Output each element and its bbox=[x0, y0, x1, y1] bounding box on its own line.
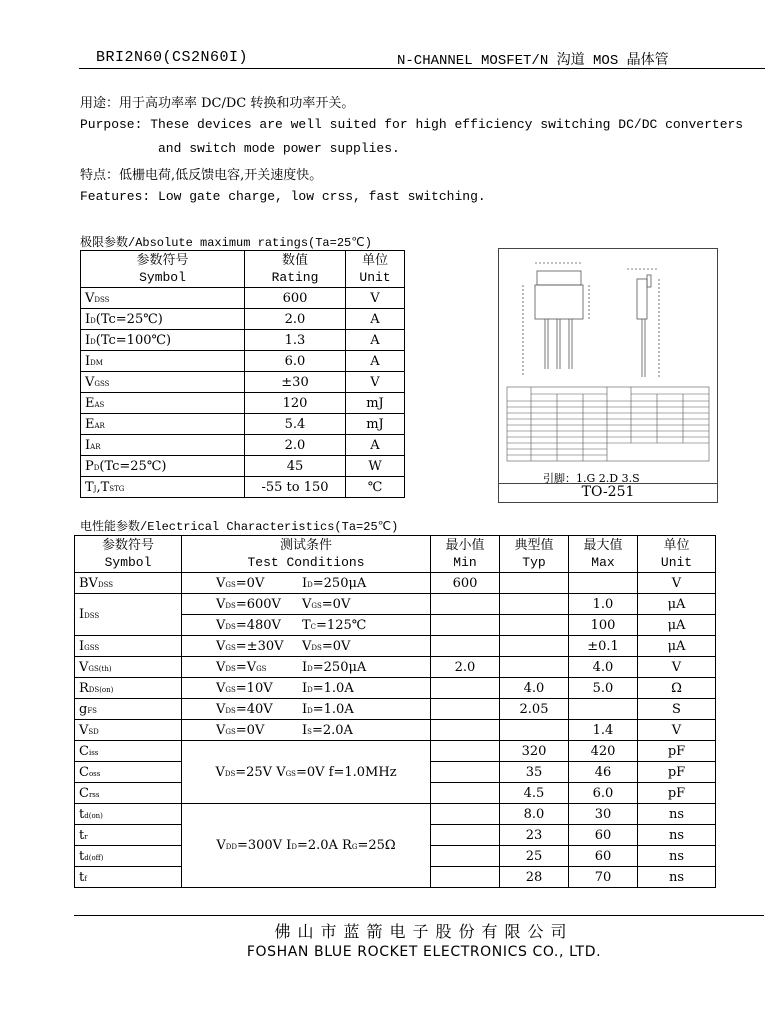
capacitance-condition-cell: VDS=25V VGS=0V f=1.0MHz bbox=[182, 741, 431, 804]
min-cell bbox=[431, 762, 500, 783]
typ-cell bbox=[500, 573, 569, 594]
unit-cell: pF bbox=[638, 762, 716, 783]
unit-cell: A bbox=[346, 309, 405, 330]
unit-cell: V bbox=[638, 573, 716, 594]
company-name-cn: 佛山市蓝箭电子股份有限公司 bbox=[274, 922, 574, 941]
typ-cell bbox=[500, 636, 569, 657]
max-cell: 4.0 bbox=[569, 657, 638, 678]
col-conditions: 测试条件 Test Conditions bbox=[182, 536, 431, 573]
condition-cell: VDS=480V TC=125℃ bbox=[182, 615, 431, 636]
unit-cell: A bbox=[346, 330, 405, 351]
pin-assignment: 引脚：1.G 2.D 3.S bbox=[543, 472, 640, 485]
to251-outline-drawing bbox=[499, 249, 717, 483]
typ-cell bbox=[500, 720, 569, 741]
abs-ratings-title: 极限参数/Absolute maximum ratings(Ta=25℃) bbox=[80, 236, 372, 250]
rating-cell: 600 bbox=[245, 288, 346, 309]
symbol-cell: IDM bbox=[81, 351, 245, 372]
condition-cell: VGS=0V IS=2.0A bbox=[182, 720, 431, 741]
symbol-cell: ID(Tc=25℃) bbox=[81, 309, 245, 330]
unit-cell: μA bbox=[638, 636, 716, 657]
max-cell: 420 bbox=[569, 741, 638, 762]
typ-cell: 25 bbox=[500, 846, 569, 867]
header-en: Symbol bbox=[139, 270, 186, 285]
max-cell: 1.0 bbox=[569, 594, 638, 615]
company-name-en: FOSHAN BLUE ROCKET ELECTRONICS CO., LTD. bbox=[246, 944, 602, 960]
max-cell: 100 bbox=[569, 615, 638, 636]
header-cn: 数值 bbox=[281, 253, 308, 268]
condition-cell: VGS=±30V VDS=0V bbox=[182, 636, 431, 657]
rating-cell: 6.0 bbox=[245, 351, 346, 372]
body-outline bbox=[535, 285, 583, 319]
unit-cell: μA bbox=[638, 615, 716, 636]
table-row bbox=[75, 573, 716, 594]
header-rule bbox=[79, 68, 765, 69]
min-cell: 2.0 bbox=[431, 657, 500, 678]
typ-cell: 4.5 bbox=[500, 783, 569, 804]
symbol-cell: VDSS bbox=[81, 288, 245, 309]
rating-cell: ±30 bbox=[245, 372, 346, 393]
max-cell: 6.0 bbox=[569, 783, 638, 804]
min-cell bbox=[431, 825, 500, 846]
table-row bbox=[81, 288, 405, 309]
symbol-cell: VGS(th) bbox=[75, 657, 182, 678]
table-row bbox=[75, 699, 716, 720]
max-cell: 60 bbox=[569, 846, 638, 867]
condition-cell: VDS=40V ID=1.0A bbox=[182, 699, 431, 720]
package-drawing bbox=[498, 248, 718, 503]
table-row bbox=[81, 456, 405, 477]
document-title: N-CHANNEL MOSFET/N 沟道 MOS 晶体管 bbox=[397, 53, 669, 69]
typ-cell: 28 bbox=[500, 867, 569, 888]
unit-cell: A bbox=[346, 435, 405, 456]
typ-cell bbox=[500, 594, 569, 615]
col-max: 最大值 Max bbox=[569, 536, 638, 573]
symbol-cell: gFS bbox=[75, 699, 182, 720]
condition-cell: VGS=10V ID=1.0A bbox=[182, 678, 431, 699]
symbol-cell: Coss bbox=[75, 762, 182, 783]
unit-cell: pF bbox=[638, 783, 716, 804]
min-cell bbox=[431, 594, 500, 615]
typ-cell bbox=[500, 615, 569, 636]
max-cell: 46 bbox=[569, 762, 638, 783]
unit-cell: ns bbox=[638, 804, 716, 825]
unit-cell: V bbox=[638, 657, 716, 678]
max-cell: 30 bbox=[569, 804, 638, 825]
abs-ratings-table bbox=[80, 250, 405, 498]
unit-cell: ns bbox=[638, 825, 716, 846]
rating-cell: 1.3 bbox=[245, 330, 346, 351]
condition-cell: VDS=600V VGS=0V bbox=[182, 594, 431, 615]
min-cell: 600 bbox=[431, 573, 500, 594]
symbol-cell: VGSS bbox=[81, 372, 245, 393]
header-cn: 单位 bbox=[361, 253, 388, 268]
table-row bbox=[81, 351, 405, 372]
symbol-cell: IDSS bbox=[75, 594, 182, 636]
max-cell: 5.0 bbox=[569, 678, 638, 699]
table-row bbox=[81, 372, 405, 393]
package-name: TO-251 bbox=[499, 483, 717, 500]
typ-cell: 35 bbox=[500, 762, 569, 783]
table-row bbox=[75, 594, 716, 615]
table-row bbox=[75, 657, 716, 678]
footer-rule bbox=[74, 915, 764, 916]
max-cell bbox=[569, 699, 638, 720]
min-cell bbox=[431, 615, 500, 636]
max-cell bbox=[569, 573, 638, 594]
rating-cell: 5.4 bbox=[245, 414, 346, 435]
features-cn: 特点：低栅电荷,低反馈电容,开关速度快。 bbox=[80, 168, 323, 183]
elec-char-table bbox=[74, 535, 716, 888]
symbol-cell: VSD bbox=[75, 720, 182, 741]
min-cell bbox=[431, 678, 500, 699]
min-cell bbox=[431, 867, 500, 888]
symbol-cell: Ciss bbox=[75, 741, 182, 762]
unit-cell: pF bbox=[638, 741, 716, 762]
table-row bbox=[81, 477, 405, 498]
condition-cell: VGS=0V ID=250μA bbox=[182, 573, 431, 594]
part-number: BRI2N60(CS2N60I) bbox=[96, 49, 249, 66]
unit-cell: mJ bbox=[346, 414, 405, 435]
table-row bbox=[81, 393, 405, 414]
purpose-line-2: and switch mode power supplies. bbox=[158, 141, 400, 156]
typ-cell: 2.05 bbox=[500, 699, 569, 720]
unit-cell: W bbox=[346, 456, 405, 477]
rating-cell: 2.0 bbox=[245, 309, 346, 330]
max-cell: 60 bbox=[569, 825, 638, 846]
rating-cell: 2.0 bbox=[245, 435, 346, 456]
switching-condition-cell: VDD=300V ID=2.0A RG=25Ω bbox=[182, 804, 431, 888]
min-cell bbox=[431, 699, 500, 720]
unit-cell: A bbox=[346, 351, 405, 372]
unit-cell: Ω bbox=[638, 678, 716, 699]
header-en: Unit bbox=[359, 270, 391, 285]
symbol-cell: IAR bbox=[81, 435, 245, 456]
unit-cell: μA bbox=[638, 594, 716, 615]
symbol-cell: td(on) bbox=[75, 804, 182, 825]
col-rating bbox=[245, 251, 346, 288]
symbol-cell: EAS bbox=[81, 393, 245, 414]
symbol-cell: PD(Tc=25℃) bbox=[81, 456, 245, 477]
rating-cell: -55 to 150 bbox=[245, 477, 346, 498]
unit-cell: V bbox=[346, 372, 405, 393]
table-row bbox=[75, 678, 716, 699]
table-row bbox=[81, 414, 405, 435]
symbol-cell: tf bbox=[75, 867, 182, 888]
max-cell: ±0.1 bbox=[569, 636, 638, 657]
symbol-cell: ID(Tc=100℃) bbox=[81, 330, 245, 351]
unit-cell: ns bbox=[638, 867, 716, 888]
symbol-cell: td(off) bbox=[75, 846, 182, 867]
unit-cell: ℃ bbox=[346, 477, 405, 498]
elec-char-title: 电性能参数/Electrical Characteristics(Ta=25℃) bbox=[80, 520, 399, 534]
max-cell: 1.4 bbox=[569, 720, 638, 741]
min-cell bbox=[431, 846, 500, 867]
typ-cell: 8.0 bbox=[500, 804, 569, 825]
unit-cell: S bbox=[638, 699, 716, 720]
table-row bbox=[75, 804, 716, 825]
symbol-cell: IGSS bbox=[75, 636, 182, 657]
table-row bbox=[81, 309, 405, 330]
symbol-cell: RDS(on) bbox=[75, 678, 182, 699]
dimension-table bbox=[507, 387, 709, 461]
table-header-row bbox=[75, 536, 716, 573]
table-header-row bbox=[81, 251, 405, 288]
typ-cell: 4.0 bbox=[500, 678, 569, 699]
usage-cn: 用途：用于高功率率 DC/DC 转换和功率开关。 bbox=[80, 96, 355, 111]
col-min: 最小值 Min bbox=[431, 536, 500, 573]
min-cell bbox=[431, 636, 500, 657]
symbol-cell: tr bbox=[75, 825, 182, 846]
table-row bbox=[75, 741, 716, 762]
header-en: Rating bbox=[271, 270, 319, 285]
max-cell: 70 bbox=[569, 867, 638, 888]
rating-cell: 120 bbox=[245, 393, 346, 414]
col-symbol bbox=[81, 251, 245, 288]
col-unit bbox=[346, 251, 405, 288]
min-cell bbox=[431, 804, 500, 825]
min-cell bbox=[431, 720, 500, 741]
unit-cell: mJ bbox=[346, 393, 405, 414]
typ-cell bbox=[500, 657, 569, 678]
symbol-cell: BVDSS bbox=[75, 573, 182, 594]
unit-cell: V bbox=[638, 720, 716, 741]
table-row bbox=[81, 330, 405, 351]
min-cell bbox=[431, 783, 500, 804]
symbol-cell: TJ,TSTG bbox=[81, 477, 245, 498]
min-cell bbox=[431, 741, 500, 762]
typ-cell: 23 bbox=[500, 825, 569, 846]
header-cn: 参数符号 bbox=[136, 253, 189, 268]
purpose-line-1: Purpose: These devices are well suited for high efficiency switching DC/DC converters bbox=[80, 117, 744, 132]
col-symbol: 参数符号 Symbol bbox=[75, 536, 182, 573]
features-en: Features: Low gate charge, low crss, fast switching. bbox=[80, 189, 486, 204]
table-row bbox=[75, 636, 716, 657]
symbol-cell: EAR bbox=[81, 414, 245, 435]
typ-cell: 320 bbox=[500, 741, 569, 762]
col-typ: 典型值 Typ bbox=[500, 536, 569, 573]
side-body-outline bbox=[637, 279, 647, 319]
condition-cell: VDS=VGS ID=250μA bbox=[182, 657, 431, 678]
tab-outline bbox=[537, 271, 581, 285]
table-row bbox=[75, 720, 716, 741]
unit-cell: V bbox=[346, 288, 405, 309]
rating-cell: 45 bbox=[245, 456, 346, 477]
unit-cell: ns bbox=[638, 846, 716, 867]
col-unit: 单位 Unit bbox=[638, 536, 716, 573]
symbol-cell: Crss bbox=[75, 783, 182, 804]
table-row bbox=[81, 435, 405, 456]
